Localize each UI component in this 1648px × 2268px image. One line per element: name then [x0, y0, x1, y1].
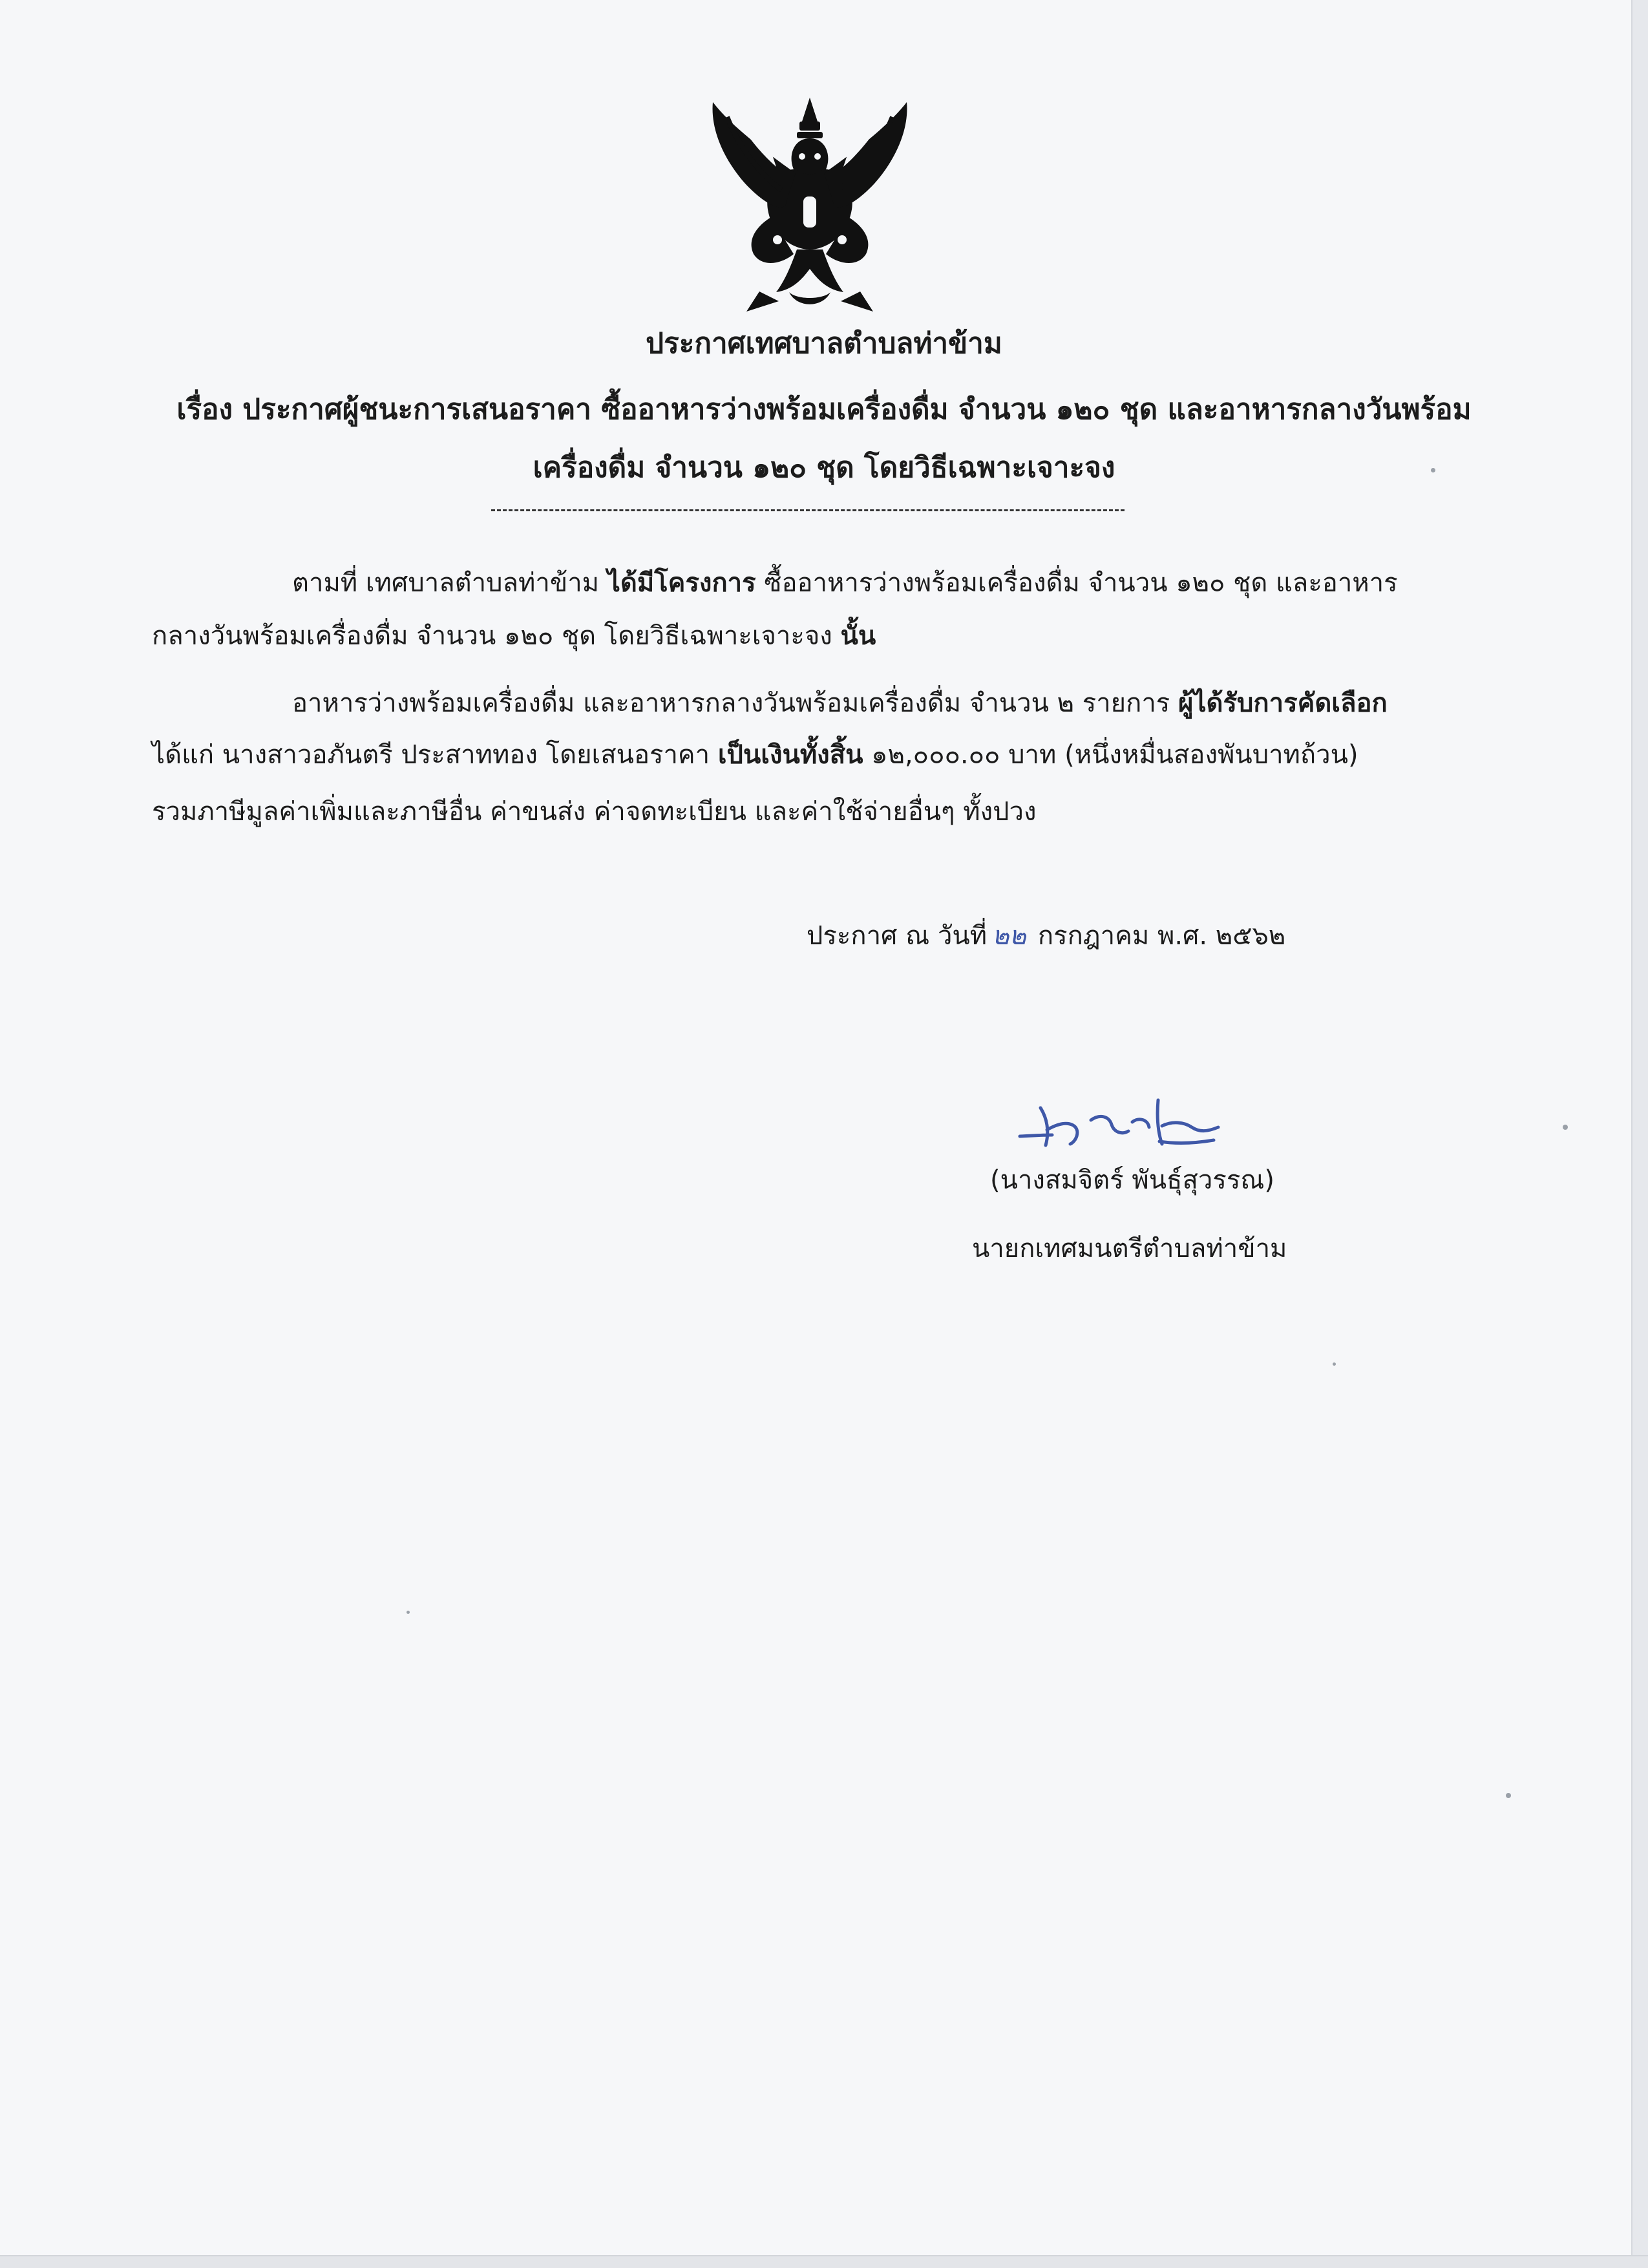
paragraph-1-line-2-text: กลางวันพร้อมเครื่องดื่ม จำนวน ๑๒๐ ชุด โดยวิธีเฉพาะเจาะจง [152, 621, 841, 651]
paragraph-1-bold: ได้มีโครงการ [607, 568, 756, 598]
scan-speck [1563, 1125, 1568, 1130]
paragraph-1-line-2-bold: นั้น [840, 621, 876, 651]
subject-line-1: เรื่อง ประกาศผู้ชนะการเสนอราคา ซื้ออาหารว่างพร้อมเครื่องดื่ม จำนวน ๑๒๐ ชุด และอาหารกลางวันพร้อม [176, 393, 1472, 426]
announcement-prefix: ประกาศ ณ วันที่ [807, 921, 988, 951]
paragraph-2-line-1-bold: ผู้ได้รับการคัดเลือก [1178, 688, 1388, 718]
paragraph-1-line-1 [292, 567, 1398, 599]
paragraph-1-line-2 [152, 620, 876, 652]
dashed-divider [491, 509, 1125, 511]
garuda-emblem [700, 94, 920, 322]
paragraph-2-line-3: รวมภาษีมูลค่าเพิ่มและภาษีอื่น ค่าขนส่ง ค่าจดทะเบียน และค่าใช้จ่ายอื่นๆ ทั้งปวง [152, 797, 1037, 827]
announcement-day: ๒๒ [992, 921, 1026, 951]
paragraph-1-rest: ซื้ออาหารว่างพร้อมเครื่องดื่ม จำนวน ๑๒๐ ชุด และอาหาร [755, 568, 1398, 598]
paragraph-2-line-1 [292, 688, 1388, 719]
scan-speck [407, 1611, 410, 1614]
paragraph-2-line-2-prefix: ได้แก่ นางสาวอภันตรี ประสาททอง โดยเสนอราคา [152, 740, 718, 770]
scan-speck [1506, 1793, 1511, 1798]
paragraph-2-line-1-text: อาหารว่างพร้อมเครื่องดื่ม และอาหารกลางวันพร้อมเครื่องดื่ม จำนวน ๒ รายการ [292, 688, 1178, 718]
paragraph-2-line-2 [152, 739, 1358, 770]
scan-bottom-edge [0, 2255, 1648, 2268]
announcement-month-year: กรกฎาคม พ.ศ. ๒๕๖๒ [1037, 921, 1286, 951]
paragraph-2-line-2-bold: เป็นเงินทั้งสิ้น [717, 740, 863, 770]
document-title: ประกาศเทศบาลตำบลท่าข้าม [646, 327, 1002, 360]
handwritten-signature [1015, 1085, 1228, 1162]
signer-name: (นางสมจิตร์ พันธุ์สุวรรณ) [990, 1165, 1275, 1195]
subject-line-2: เครื่องดื่ม จำนวน ๑๒๐ ชุด โดยวิธีเฉพาะเจาะจง [533, 451, 1115, 484]
signer-position: นายกเทศมนตรีตำบลท่าข้าม [972, 1234, 1287, 1264]
announcement-date [807, 920, 1285, 951]
scan-speck [1333, 1362, 1336, 1366]
paragraph-1-text: ตามที่ เทศบาลตำบลท่าข้าม [292, 568, 607, 598]
paragraph-2-line-2-rest: ๑๒,๐๐๐.๐๐ บาท (หนึ่งหมื่นสองพันบาทถ้วน) [863, 740, 1358, 770]
